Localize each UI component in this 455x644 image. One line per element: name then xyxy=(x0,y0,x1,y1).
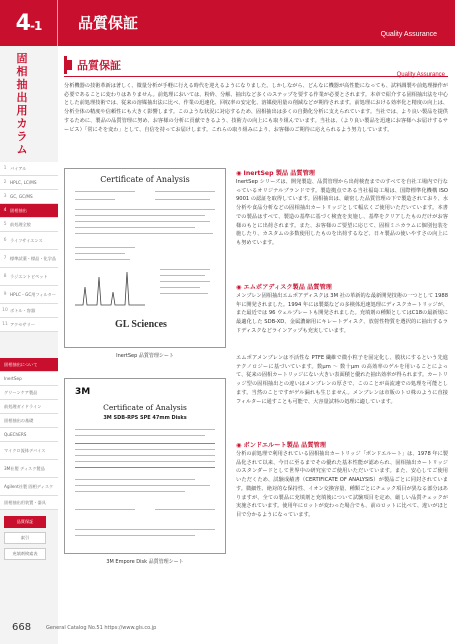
3m-logo: 3M xyxy=(75,387,91,397)
subnav-item[interactable]: 前処理ガイドライン xyxy=(0,400,58,414)
cert2-title: Certificate of Analysis xyxy=(103,403,187,412)
nav-num: 6 xyxy=(3,238,7,243)
nav-num: 9 xyxy=(3,292,7,297)
subnav-header[interactable]: 固相抽出について xyxy=(0,358,58,372)
cert1-title: Certificate of Analysis xyxy=(100,175,190,184)
sidebar-item-accessory[interactable] xyxy=(0,318,58,332)
vertical-title-char: ム xyxy=(16,143,28,156)
gl-sciences-logo: GL Sciences xyxy=(115,319,167,330)
nav-label: 前処理全般 xyxy=(10,221,31,227)
packing-search-button[interactable]: 充填剤検索表 xyxy=(4,548,46,560)
intro-paragraph: 分析機器の技術革新は著しく、微量分析が手軽に行える時代を迎えるようになりました。しかしながら、どんなに機器が高性能になっても、試料調製や前処理操作が必要であることに変わりはありません。前処理においては、粉砕、分解、抽出など多くのステップを要する作業が必要とされます。本章で紹介する固相抽出法を中心とした前処理技術では、従来の溶媒抽出法に比べ、作業の迅速化、回収率の安定化、溶媒使用量の削減などが期待されます。前処理における効率化と精度の向上は、分析全体の精度や信頼性にも大きく影響します。このような状況に対応するため、固相抽出は多くの自動化分析に支えられています。当社では、より良い製品を提供するために、製品の品質管理に努め、お客様の分析に貢献できるよう、技術力の向上にも取り組んでいます。当社は、（より良い製品を迅速にお客様へお届けするサービス）「常にそを変わ」として、自信を持ってお届けします。これらの取り組みにより、お客様のご期待に応えられるよう努力しています。 xyxy=(64,83,448,133)
paragraph-empore-1: メンブレン固相抽出エムポアディスクは 3M 社の革新的な最新開発技術の一つとして 1988 年に開発されました。1994 年には製薬などの多検体迅速処理にディスクカートリッジが、また最近では 96 ウェルプレートも開発されました。充填剤の種類としてはC18の最新規に最適化した SDB-XD、金属濃縮用にキレートディスク、放射性物質を選択的に抽出するラドディスクなどラインアップも充実しています。 xyxy=(236,293,448,334)
nav-label: アクセサリー xyxy=(10,321,35,327)
sidebar-item-gc[interactable] xyxy=(0,190,58,204)
certificate-image-inertsep xyxy=(64,168,226,348)
header-title: 品質保証 xyxy=(78,14,139,32)
index-button[interactable]: 索引 xyxy=(4,532,46,544)
section-title: 品質保証 xyxy=(77,59,121,72)
subnav-item[interactable]: グリーンケア製品 xyxy=(0,386,58,400)
quality-button[interactable]: 品質保証 xyxy=(4,516,46,528)
section-subtitle: Quality Assurance xyxy=(396,72,445,78)
paragraph-inertsep: InertSep シリーズは、開発製造、品質管理から出荷検査までのすべてを自社工場内で行なっているオリジナルブランドです。製造拠点である当社福島工場は、国際標準化機構 ISO 9001 の認証を取得しています。固相抽出は、厳密した品質管理の下で製造されており、水分析や食品分析などの固相抽出カートリッジとして幅広くご使用いただいています。本書での製品はすべて、製造の基準に基づく検査を実施し、基準をクリアしたものだけがお客様のもとに出荷されます。また、お客様のご要望に応じて、固相ミニカラムに個別包装を施したり、カスタムの多数使用したものを出荷するなど、日々製品の使いやすさの向上にも努めています。 xyxy=(236,179,448,246)
vertical-title-char: ラ xyxy=(16,130,28,143)
nav-label: 固相抽出 xyxy=(10,207,27,213)
vertical-title-char: 出 xyxy=(16,91,28,104)
vertical-title-char: 用 xyxy=(16,104,28,117)
subnav-item[interactable]: 3M社製 ディスク製品 xyxy=(0,460,58,478)
nav-num: 8 xyxy=(3,274,7,279)
sidebar-item-pretreatment[interactable] xyxy=(0,218,58,232)
chapter-number: 4 xyxy=(15,10,30,36)
footer-text: General Catalog No.51 https://www.gls.co.jp xyxy=(46,625,157,631)
paragraph-empore-2: エムポアメンブレンは不活性な PTFE 繊維で微小粒子を固定化し、膜状にするという先進テクノロジーに基づいています。数μm ～ 数十μm の高効率のゲルを用いることによって、従来の固相カートリッジにない大きい表面積と優れた抽出効率が得られます。カートリッジ型の固相抽出との違いはメンブレンの厚さで、このことが高流速での処理を可能とします。当然のことですがゲル漏れも生じません。メンブレンは市販のトロ株のように直接フィルターに通すことも可能で、大容量試料の処理に適しています。 xyxy=(236,355,448,405)
chapter-badge xyxy=(0,0,58,46)
nav-label: ライフサイエンス xyxy=(10,237,43,243)
nav-label: ラジエントピペット xyxy=(10,273,48,279)
page-number: 668 xyxy=(12,622,32,633)
nav-num: 4 xyxy=(3,208,7,213)
nav-num: 3 xyxy=(3,194,7,199)
sidebar-nav xyxy=(0,162,58,332)
chapter-sub-number: -1 xyxy=(29,18,42,33)
subnav-item[interactable]: InertSep xyxy=(0,372,58,386)
header-band xyxy=(0,0,455,46)
sidebar-item-life-science[interactable] xyxy=(0,232,58,250)
nav-num: 7 xyxy=(3,256,7,261)
heading-inertsep: ◉ InertSep 製品 品質管理 xyxy=(236,170,315,177)
subnav-item[interactable]: 固相抽出用装置・器具 xyxy=(0,496,58,510)
sidebar-subnav xyxy=(0,358,58,510)
figure-caption-1: InertSep 品質管理シート xyxy=(116,353,174,359)
header-subtitle: Quality Assurance xyxy=(380,31,437,38)
nav-num: 10 xyxy=(2,308,8,313)
subnav-item[interactable]: QuEChERS xyxy=(0,428,58,442)
nav-label: GC, GC/MS xyxy=(10,194,33,199)
section-divider xyxy=(64,76,448,77)
sidebar-item-hplc[interactable] xyxy=(0,176,58,190)
paragraph-bond-elut: 分析の前処理で利用されている固相抽出カートリッジ「ボンドエルート」は、1978 年に製品化されて以来、今日に至るまでその優れた基本性能が認められ、固相抽出カートリッジのスタンダードとして世界中の研究室でご使用いただいています。また、安心してご使用いただくため、試験成績書（CERTIFICATE OF ANALYSIS）が製品ごとに同封されています。微細性、絶対的な保持性、イオン交換容量、種類ごとにチェック項目が異なる部分はありますが、全ての製品に充填剤と充填後について試験項目を定め、厳しい品質チェックが実施されています。使用年にロットが変わった場合でも、前のロットに比べて、違いがほと目で分かるようになっています。 xyxy=(236,451,448,518)
sidebar-item-standards[interactable] xyxy=(0,250,58,268)
sidebar-item-pipette[interactable] xyxy=(0,268,58,286)
nav-label: HPLC, LC/MS xyxy=(10,180,37,185)
sidebar-item-spe[interactable] xyxy=(0,204,58,218)
nav-label: 標準試薬・標品・化学品 xyxy=(10,255,57,261)
nav-label: HPLC・GC用フィルター xyxy=(10,291,56,297)
certificate-image-3m xyxy=(64,378,226,554)
subnav-item[interactable]: マイクロ流体デバイス xyxy=(0,442,58,460)
subnav-item[interactable]: Agilent社製 固相ディスク xyxy=(0,478,58,496)
section-marker-icon xyxy=(67,60,72,70)
vertical-title-char: 固 xyxy=(16,52,28,65)
nav-label: ボトル・容器 xyxy=(10,307,36,313)
vertical-title-char: カ xyxy=(16,117,28,130)
vertical-title-char: 抽 xyxy=(16,78,28,91)
nav-num: 5 xyxy=(3,222,7,227)
nav-num: 2 xyxy=(3,180,7,185)
nav-label: バイアル xyxy=(10,165,27,171)
subnav-item[interactable]: 固相抽出の基礎 xyxy=(0,414,58,428)
nav-num: 11 xyxy=(2,322,8,327)
section-header xyxy=(64,56,448,74)
vertical-title-char: 相 xyxy=(16,65,28,78)
sidebar-item-vial[interactable] xyxy=(0,162,58,176)
cert2-product: 3M SDB-RPS SPE 47mm Disks xyxy=(103,415,187,421)
figure-caption-2: 3M Empore Disk 品質管理シート xyxy=(106,559,184,565)
sidebar-vertical-title xyxy=(11,52,33,156)
chromatogram-icon xyxy=(75,267,145,307)
nav-num: 1 xyxy=(3,166,7,171)
sidebar-item-bottle[interactable] xyxy=(0,304,58,318)
heading-bond-elut: ◉ ボンドエルート製品 品質管理 xyxy=(236,442,326,449)
heading-empore: ◉ エムポアディスク製品 品質管理 xyxy=(236,284,332,291)
sidebar-item-filter[interactable] xyxy=(0,286,58,304)
